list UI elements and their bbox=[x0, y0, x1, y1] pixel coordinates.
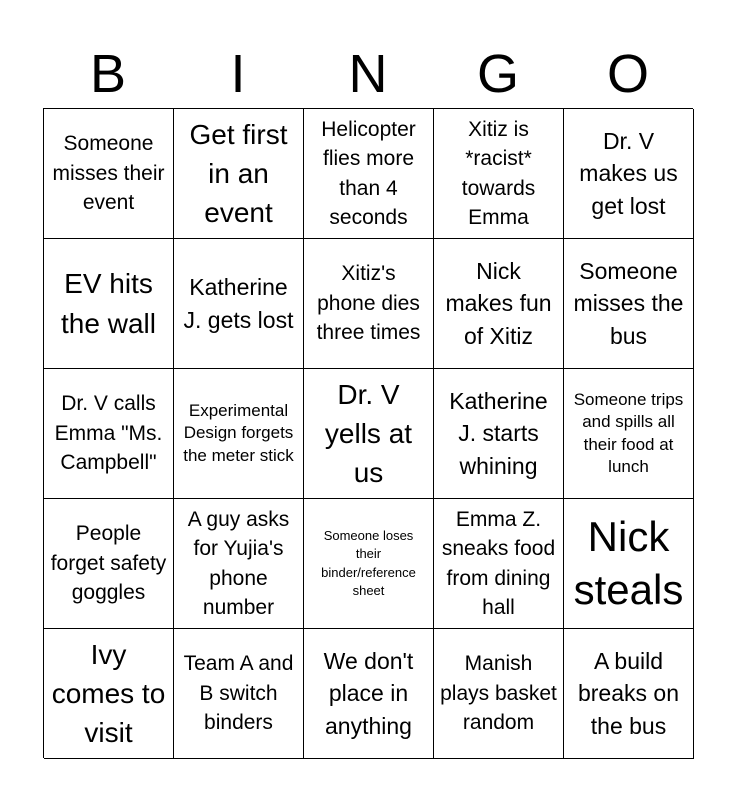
bingo-cell[interactable] bbox=[44, 109, 174, 239]
bingo-cell-label: A build breaks on the bus bbox=[577, 648, 679, 739]
bingo-cell-label: Dr. V makes us get lost bbox=[579, 128, 678, 219]
bingo-cell[interactable] bbox=[174, 109, 304, 239]
bingo-cell[interactable] bbox=[564, 369, 694, 499]
header-letter-g: G bbox=[476, 44, 519, 104]
bingo-cell[interactable] bbox=[44, 629, 174, 759]
bingo-cell-label: People forget safety goggles bbox=[50, 522, 167, 605]
bingo-cell-label: Experimental Design forgets the meter stick bbox=[183, 401, 294, 465]
bingo-cell[interactable] bbox=[44, 499, 174, 629]
bingo-cell-label: Manish plays basket random bbox=[440, 652, 557, 735]
bingo-cell-label: Someone misses their event bbox=[52, 132, 165, 215]
bingo-cell[interactable] bbox=[304, 629, 434, 759]
bingo-cell-label: Dr. V yells at us bbox=[324, 378, 413, 489]
bingo-cell[interactable] bbox=[174, 239, 304, 369]
bingo-cell[interactable] bbox=[304, 239, 434, 369]
bingo-cell[interactable] bbox=[174, 499, 304, 629]
bingo-cell-label: Ivy comes to visit bbox=[51, 638, 166, 749]
header-letter-n: N bbox=[348, 44, 388, 104]
bingo-cell-label: Katherine J. gets lost bbox=[183, 274, 294, 333]
bingo-cell-label: Someone trips and spills all their food at lunch bbox=[573, 390, 684, 476]
bingo-cell-label: EV hits the wall bbox=[61, 268, 156, 339]
bingo-cell-label: Helicopter flies more than 4 seconds bbox=[321, 117, 416, 229]
bingo-cell[interactable] bbox=[44, 369, 174, 499]
bingo-cell[interactable] bbox=[564, 629, 694, 759]
bingo-cell[interactable] bbox=[434, 369, 564, 499]
bingo-cell[interactable] bbox=[564, 239, 694, 369]
bingo-cell-label: Emma Z. sneaks food from dining hall bbox=[441, 507, 556, 619]
bingo-cell[interactable] bbox=[564, 109, 694, 239]
bingo-cell[interactable] bbox=[434, 629, 564, 759]
header-letter-o: O bbox=[606, 44, 649, 104]
bingo-cell-label: Xitiz is *racist* towards Emma bbox=[461, 117, 536, 229]
bingo-cell[interactable] bbox=[564, 499, 694, 629]
bingo-cell[interactable] bbox=[304, 109, 434, 239]
bingo-cell[interactable] bbox=[44, 239, 174, 369]
bingo-cell[interactable] bbox=[434, 109, 564, 239]
bingo-cell[interactable] bbox=[304, 369, 434, 499]
bingo-cell[interactable] bbox=[304, 499, 434, 629]
bingo-cell-label: Nick steals bbox=[573, 513, 684, 613]
header-letter-i: I bbox=[230, 44, 246, 104]
bingo-cell-label: We don't place in anything bbox=[323, 648, 414, 739]
bingo-cell-label: Nick makes fun of Xitiz bbox=[445, 258, 552, 349]
bingo-cell-label: Dr. V calls Emma "Ms. Campbell" bbox=[54, 392, 163, 475]
bingo-cell[interactable] bbox=[434, 499, 564, 629]
bingo-header bbox=[43, 40, 693, 108]
bingo-cell-label: A guy asks for Yujia's phone number bbox=[187, 507, 290, 619]
bingo-cell-label: Team A and B switch binders bbox=[183, 652, 294, 735]
bingo-cell-label: Katherine J. starts whining bbox=[449, 388, 548, 479]
header-letter-b: B bbox=[89, 44, 127, 104]
bingo-cell[interactable] bbox=[434, 239, 564, 369]
bingo-board bbox=[43, 108, 693, 758]
bingo-cell[interactable] bbox=[174, 629, 304, 759]
bingo-cell-label: Someone misses the bus bbox=[573, 258, 684, 349]
bingo-cell-label: Get first in an event bbox=[189, 118, 288, 229]
bingo-cell-label: Xitiz's phone dies three times bbox=[316, 262, 421, 345]
bingo-cell[interactable] bbox=[174, 369, 304, 499]
bingo-cell-label: Someone loses their binder/reference sheet bbox=[321, 528, 416, 598]
